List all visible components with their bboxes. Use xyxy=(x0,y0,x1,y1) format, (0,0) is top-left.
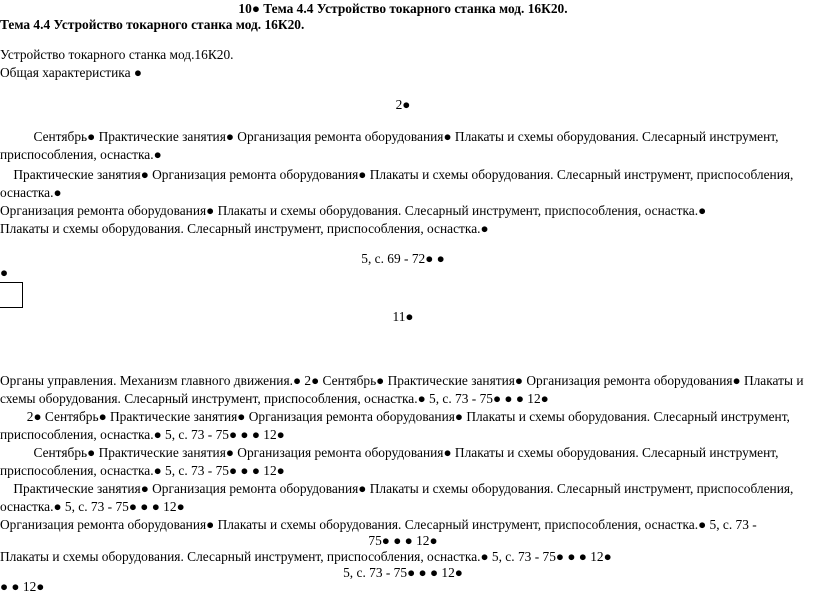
section1-row: оснастка.● xyxy=(0,185,62,200)
section2-row: ● ● 12● xyxy=(0,579,45,594)
section2-row: Плакаты и схемы оборудования. Слесарный инструмент, приспособления, оснастка.● 5, с. 73 - 75● ● ● 12● xyxy=(0,549,612,564)
section1-bullet: ● xyxy=(0,265,9,280)
section2-row: Сентябрь● Практические занятия● Организация ремонта оборудования● Плакаты и схемы оборудования. Слесарный инструмент, xyxy=(0,445,779,460)
section2-row: Организация ремонта оборудования● Плакаты и схемы оборудования. Слесарный инструмент, приспособления, оснастка.● 5, с. 73 - xyxy=(0,517,757,532)
section2-row: схемы оборудования. Слесарный инструмент, приспособления, оснастка.● 5, с. 73 - 75● ● ● 12● xyxy=(0,391,549,406)
section1-row: Практические занятия● Организация ремонта оборудования● Плакаты и схемы оборудования. Слесарный инструмент, приспособления, xyxy=(0,167,794,182)
intro-subtitle: Устройство токарного станка мод.16К20. xyxy=(0,47,234,62)
section2-row: 2● Сентябрь● Практические занятия● Организация ремонта оборудования● Плакаты и схемы оборудования. Слесарный инструмент, xyxy=(0,409,790,424)
section2-row: Практические занятия● Организация ремонта оборудования● Плакаты и схемы оборудования. Слесарный инструмент, приспособления, xyxy=(0,481,794,496)
table-cell-box xyxy=(0,282,23,308)
section1-row: Сентябрь● Практические занятия● Организация ремонта оборудования● Плакаты и схемы оборудования. Слесарный инструмент, xyxy=(0,129,779,144)
section1-row: приспособления, оснастка.● xyxy=(0,147,162,162)
section2-number: 11● xyxy=(392,309,414,324)
intro-general: Общая характеристика ● xyxy=(0,65,142,80)
section1-row: Плакаты и схемы оборудования. Слесарный инструмент, приспособления, оснастка.● xyxy=(0,221,489,236)
section2-row: приспособления, оснастка.● 5, с. 73 - 75● ● ● 12● xyxy=(0,427,285,442)
section2-row: оснастка.● 5, с. 73 - 75● ● ● 12● xyxy=(0,499,185,514)
section2-row: Органы управления. Механизм главного движения.● 2● Сентябрь● Практические занятия● Организация ремонта оборудования● Плакаты и xyxy=(0,373,804,388)
section1-row: Организация ремонта оборудования● Плакаты и схемы оборудования. Слесарный инструмент, приспособления, оснастка.● xyxy=(0,203,707,218)
section1-hours: 2● xyxy=(395,97,411,112)
section2-row: 5, с. 73 - 75● ● ● 12● xyxy=(343,565,463,580)
topic-title: Тема 4.4 Устройство токарного станка мод. 16К20. xyxy=(0,17,305,32)
section2-row: 75● ● ● 12● xyxy=(368,533,438,548)
header-title: 10● Тема 4.4 Устройство токарного станка мод. 16К20. xyxy=(238,1,568,16)
section2-row: приспособления, оснастка.● 5, с. 73 - 75● ● ● 12● xyxy=(0,463,285,478)
section1-reference: 5, с. 69 - 72● ● xyxy=(361,251,445,266)
